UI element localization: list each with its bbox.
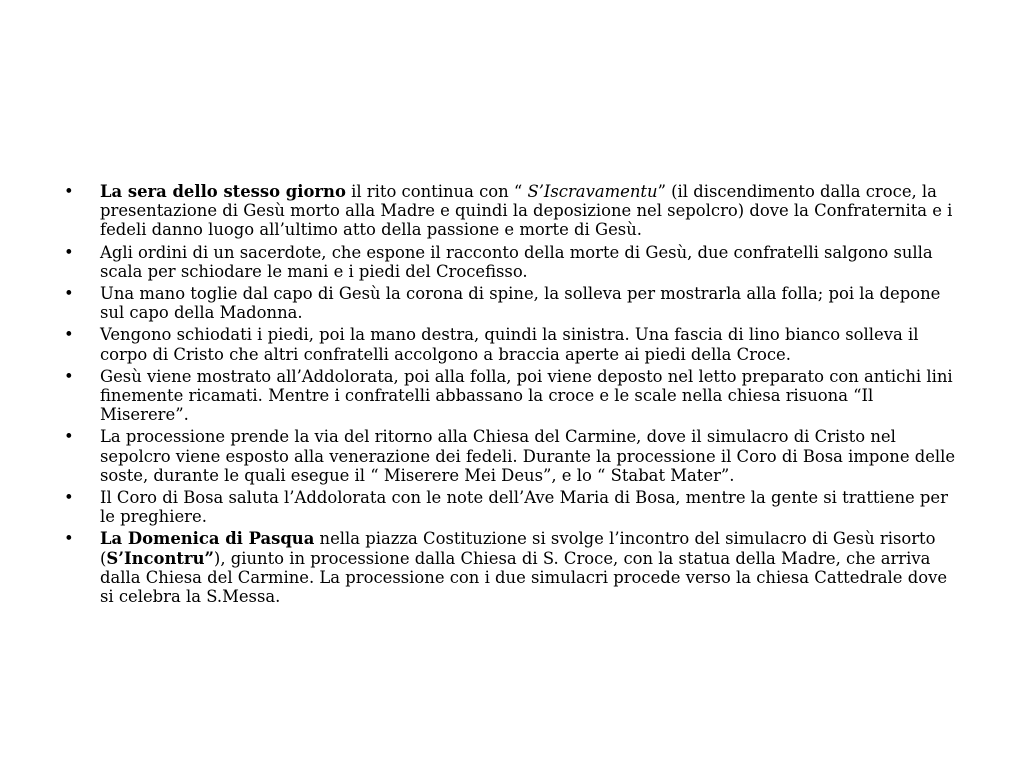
bullet-list xyxy=(64,182,964,609)
list-item xyxy=(64,367,964,425)
item-text: ” (il discendimento dalla croce, la presentazione di Gesù morto alla Madre e quindi la deposizione nel sepolcro) dove la Confraternita e i fedeli danno luogo all’ultimo atto della passione e morte di Gesù. xyxy=(100,182,953,240)
bullet-icon: • xyxy=(64,488,74,508)
item-text: il rito continua con “ xyxy=(345,182,528,201)
italic-term: S’Iscravamentu xyxy=(527,182,658,201)
list-item xyxy=(64,182,964,240)
item-text: Vengono schiodati i piedi, poi la mano destra, quindi la sinistra. Una fascia di lino bianco solleva il corpo di Cristo che altri confratelli accolgono a braccia aperte ai piedi della Croce. xyxy=(100,325,919,364)
item-text: Una mano toglie dal capo di Gesù la corona di spine, la solleva per mostrarla alla folla; poi la depone sul capo della Madonna. xyxy=(100,284,941,323)
bullet-icon: • xyxy=(64,182,74,201)
bold-term: S’Incontru” xyxy=(106,548,214,568)
item-text: nella piazza Costituzione si svolge l’incontro del simulacro di Gesù risorto ( xyxy=(100,529,936,568)
bold-lead: La Domenica di Pasqua xyxy=(100,529,315,549)
item-text: Gesù viene mostrato all’Addolorata, poi alla folla, poi viene deposto nel letto preparato con antichi lini finemente ricamati. Mentre i confratelli abbassano la croce e le scale nella chiesa risuona “Il Miserere”. xyxy=(100,366,953,425)
list-item xyxy=(64,325,964,363)
item-text: Agli ordini di un sacerdote, che espone il racconto della morte di Gesù, due confratelli salgono sulla scala per schiodare le mani e i piedi del Crocefisso. xyxy=(100,242,933,281)
bullet-icon: • xyxy=(64,366,74,386)
bullet-icon: • xyxy=(64,427,74,447)
list-item xyxy=(64,488,964,526)
bullet-icon: • xyxy=(64,242,74,262)
bullet-icon: • xyxy=(64,529,74,549)
item-text: La processione prende la via del ritorno alla Chiesa del Carmine, dove il simulacro di Cristo nel sepolcro viene esposto alla venerazione dei fedeli. Durante la processione il Coro di Bosa impone delle soste, durante le quali esegue il “ Miserere Mei Deus”, e lo “ Stabat Mater”. xyxy=(100,427,956,485)
item-text: ), giunto in processione dalla Chiesa di S. Croce, con la statua della Madre, che arriva dalla Chiesa del Carmine. La processione con i due simulacri procede verso la chiesa Cattedrale dove si celebra la S.Messa. xyxy=(100,548,948,607)
bold-lead: La sera dello stesso giorno xyxy=(100,182,346,201)
list-item xyxy=(64,427,964,485)
bullet-icon: • xyxy=(64,284,74,304)
bullet-icon: • xyxy=(64,325,74,345)
item-text: Il Coro di Bosa saluta l’Addolorata con le note dell’Ave Maria di Bosa, mentre la gente si trattiene per le preghiere. xyxy=(100,488,948,527)
list-item xyxy=(64,243,964,281)
list-item xyxy=(64,284,964,322)
list-item xyxy=(64,529,964,606)
